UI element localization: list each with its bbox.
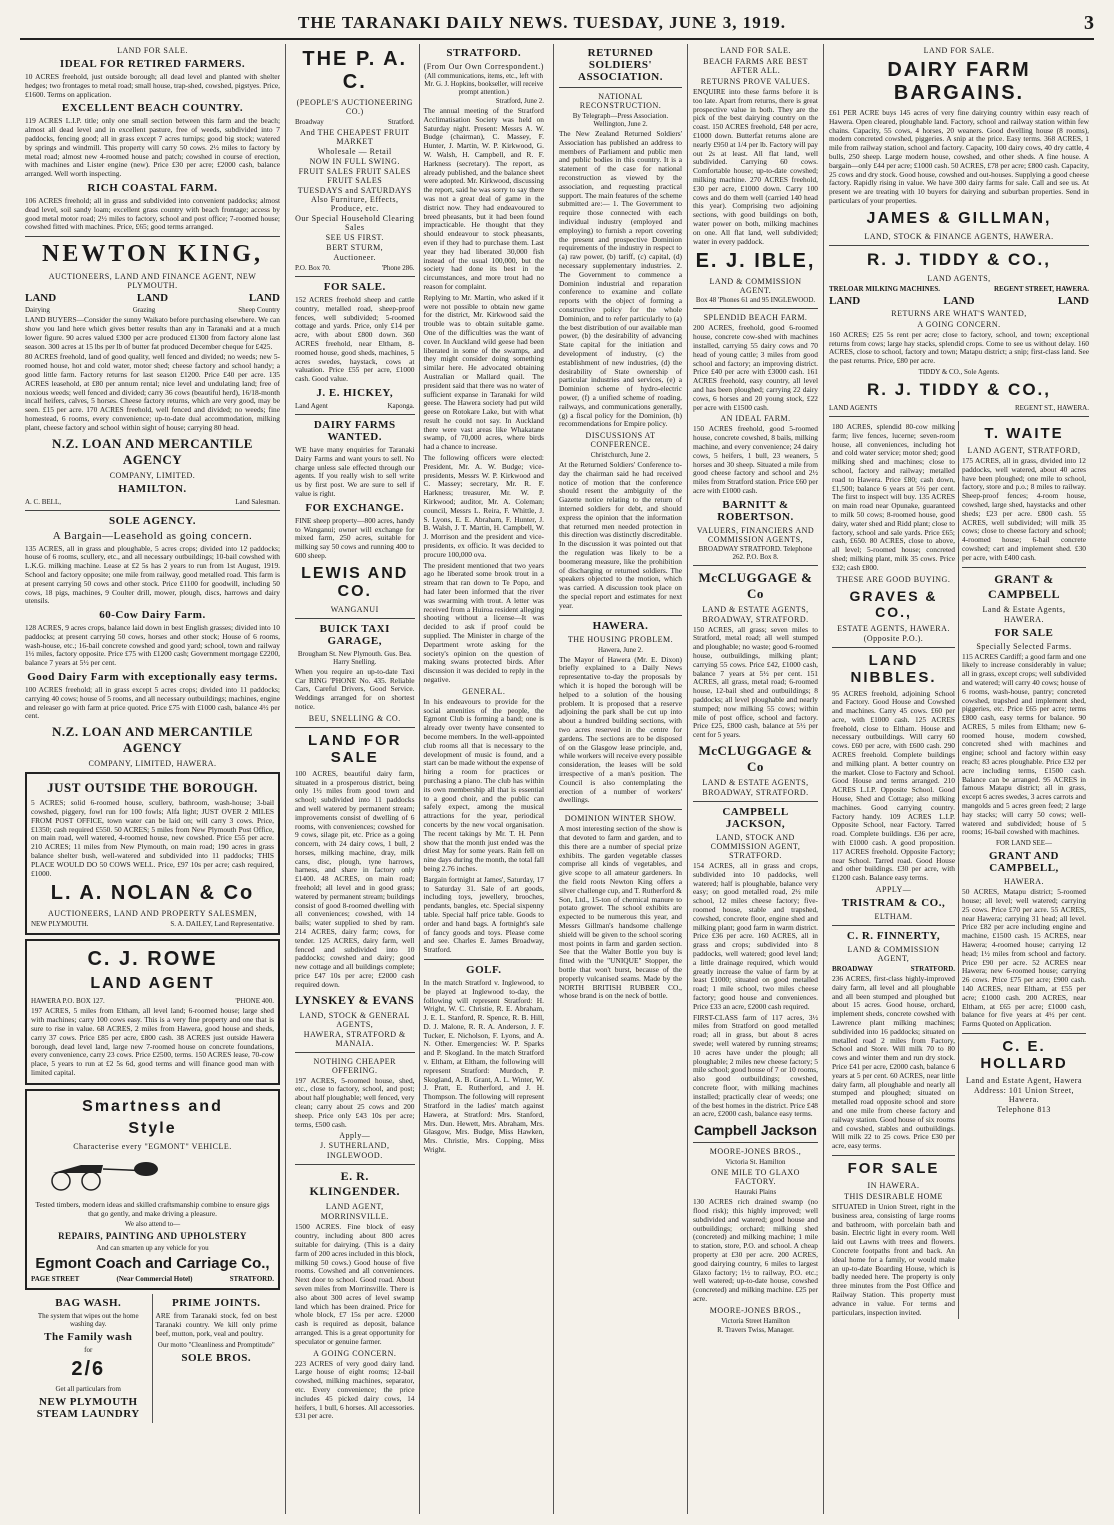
column-3 bbox=[554, 44, 688, 1514]
contact-title: Land Agent bbox=[295, 401, 328, 410]
advertiser-name: J. E. HICKEY, bbox=[316, 386, 394, 399]
ad-body: ARE from Taranaki stock, fed on best Taranaki country. We kill only prime beef, mutton, pork, veal and poultry. bbox=[155, 1311, 277, 1338]
ad-body: When you require an up-to-date Taxi Car RING 'PHONE No. 435. Reliable Cars, Careful Drivers, Good Service. Weddings arranged for on shortest notice. bbox=[295, 666, 415, 711]
divider bbox=[962, 567, 1086, 568]
land-kind: Dairying bbox=[25, 306, 50, 315]
advertiser-sub: LAND AGENT bbox=[90, 975, 215, 993]
land-word: LAND bbox=[1057, 294, 1089, 307]
ad-subheading: A Bargain—Leasehold as going concern. bbox=[52, 529, 253, 542]
masthead-title: THE TARANAKI DAILY NEWS. TUESDAY, JUNE 3, 1919. bbox=[297, 13, 786, 32]
address-street: BROADWAY bbox=[832, 965, 873, 974]
ad-body: 115 ACRES Cardiff; a good farm and one likely to increase considerably in value; all in grass, except crops; well subdivided and watered; will carry 40 cows; house of 6 rooms, wash-house, pantry; concreted cowshed, trapshed and implement shed, piggeries, etc. Price £65 per acre; terms £800 cash, easy terms for balance. 90 ACRES, 5 miles from Eltham; new 6-roomed house, modern cowshed, concreted shed with machines and engine; school and factory within easy reach; 83 acres ploughable. Price £32 per acre including terms, £1500 cash. Balance can be arranged. 95 ACRES in famous Matapu district; all in grass, except 6 acres swedes, 3 acres carrots and mangolds and 5 acres green feed; 2 large hay stacks; will carry 50 cows; well-watered and subdivided; house of 5 rooms; 16-bail cowshed with machines. bbox=[962, 651, 1086, 837]
ad-heading: THIS DESIRABLE HOME bbox=[844, 1191, 943, 1201]
columns bbox=[20, 44, 1094, 1514]
advertiser-name: J. SUTHERLAND, bbox=[320, 1141, 390, 1151]
advertiser-town: ELTHAM. bbox=[874, 912, 913, 922]
article-heading: NATIONAL RECONSTRUCTION. bbox=[579, 92, 662, 110]
ad-heading: LAND NIBBLES. bbox=[850, 651, 937, 686]
ad-body: 80 ACRES freehold, land of good quality, well fenced and divided; no weeds; new 5-roomed house, hot and cold water, motor shed; cheese factory and school handy; a good little farm. Factory returns for last season £1200. Price £40 per acre. 135 ACRES leasehold, at £80 per annum rental; nice level and undulating land; free of noxious weeds; well fenced and divided; carry 36 cows (beautiful herd), 16/18-month incalf heifers, calves, 5 horses. Cheese factory returns, which are very good, may be seen. £15 per acre. 170 ACRES freehold, well fenced and divided; no weeds; fine homestead, 6 rooms, every convenience; up-to-date dual accommodation, milking plant, cheese factory and school within sight of house; carrying 80 head. bbox=[25, 352, 280, 432]
article-byline: (From Our Own Correspondent.) bbox=[423, 62, 544, 71]
address-town: Stratford. bbox=[387, 118, 415, 126]
ad-body: LAND BUYERS—Consider the sunny Waikato before purchasing elsewhere. We can show you land here which gives better results than any in Taranaki and at a much lower figure. 90 acres valued £300 per acre produced £1300 from factory alone last season. 300 acres at 15 lbs per lb of butter fat produced December cheque for £425. bbox=[25, 315, 280, 351]
ad-body: 180 ACRES, splendid 80-cow milking farm; live fences, lucerne; seven-room house, all conveniences, including hot and cold water service; motor shed; good milking shed and machines; close to school, factory and railway; metalled road to Hawera. Price £80; cash down, £1,500; balance 6 years at 5½ per cent. The first to inspect will buy. 135 ACRES on main road near Opunake, guaranteed to milk 50 cows; 8-roomed house, good dairy, water shed and Ridd plant; close to factory, school and sale yards. Price £65; cash, £650. 80 ACRES, close to above, all level; 5-roomed house; concreted shed; milking plant, milk 35 cows. Price £32; cash £800. bbox=[832, 421, 955, 572]
divider bbox=[962, 1033, 1086, 1034]
article-paragraph: In his endeavours to provide for the social amenities of the people, the Egmont Club is forming a band; one is already over twenty have consented to become members. In the well-appointed club rooms all that is necessary to the development of music is found, and a start can be made without the expense of hiring a room for practices or purchasing a piano. The club has within its own membership all that is essential to a good choir, and the public can safely expect, among the musical attractions for the year, periodical concerts by the new vocal organisation. The recent takings by Mr. T. H. Penn show that the month just ended was the driest May for some years. Rain fell on nine days during the month, the total fall being 2.76 inches. bbox=[423, 696, 544, 873]
divider bbox=[559, 87, 682, 88]
ad-heading: FOR SALE bbox=[847, 1159, 940, 1177]
advertiser-sub: VALUERS, FINANCIERS AND COMMISSION AGENTS, bbox=[696, 525, 815, 544]
section-label: LAND FOR SALE. bbox=[720, 46, 791, 55]
ad-heading: FOR SALE. bbox=[323, 281, 386, 293]
divider bbox=[832, 925, 955, 926]
contact-row bbox=[295, 118, 415, 126]
ad-body: 5 ACRES; solid 6-roomed house, scullery, bathroom, wash-house; 3-bail cowshed, piggery, fowl run for 100 fowls; Alfa light; JUST OVER 2 MILES FROM POST OFFICE, town water can be laid on; will carry 3 cows. Price, £1350; cash required £550. 50 ACRES; 5 miles from New Plymouth Post Office, on main road, well watered, 4-roomed house, new cowshed. Price £55 per acre. 210 ACRES; 11 miles from New Plymouth, on main road; 190 acres in grass balance shelter bush, well-watered and subdivided into 11 paddocks; THIS PLACE WOULD DO 50 COWS WELL. Price, £97 10s per acre; cash required, £1000. bbox=[31, 798, 274, 878]
ad-body: 135 ACRES, all in grass and ploughable, 5 acres crops; divided into 12 paddocks; house of 6 rooms, scullery, etc., and all necessary outbuildings; 10-bail cowshed with L.K.G. milking machine. Lease at £2 5s has 2 years to run from 1st August, 1919. School and factory opposite; one mile from railway, good metalled road. This farm is at present carrying 50 cows and other stock. Price £1100 for goodwill, including 50 cows, 18 pigs, machines, 9 Coulter drill, mower, plough, discs, harrows and dairy utensils. bbox=[25, 543, 280, 606]
ad-body: £61 PER ACRE buys 145 acres of very fine dairying country within easy reach of Hawera. Open cleared, ploughable land. Factory, school and railway station within few chains. Capacity, 55 cows, 4 horses, 20 weaners. Good dwelling house (8 rooms), modern concreted cowshed, piggeries. A snip at the price. Easy terms. 368 ACRES, 1 mile from railway station, school and factory. Capacity, 100 dairy cows, 40 dry cattle, 4 bulls, 250 sheep. Large modern house, cowshed, and other sheds. A fine house. A bargain—only £44 per acre; £1000 cash. 50 ACRES, £78 per acre; £800 cash. Capacity, 25 cows and dry stock. Good house, cowshed and out-houses. Supplying a good cheese factory. Rapidly rising in value. We have 300 dairy farms for sale. Call and see us. At present we are treating with 10 buyers for dairying and suburban properties. Send in particulars of your properties. bbox=[829, 108, 1089, 205]
ad-heading: NOTHING CHEAPER OFFERING. bbox=[313, 1056, 396, 1075]
ad-body: 160 ACRES; £25 5s rent per acre; close to factory, school, and town; exceptional returns from cows; large hay stacks, splendid crops. Come to see us without delay. 160 ACRES, close to school, factory and town; Matapu district; a snip; first-class land. See the past returns. Price, £80 per acre. bbox=[829, 329, 1089, 366]
advertiser-manager: R. Travers Twiss, Manager. bbox=[717, 1325, 794, 1334]
advertiser-name: L. A. NOLAN & Co bbox=[50, 882, 255, 905]
divider bbox=[295, 727, 415, 728]
advertiser-name: McCLUGGAGE & Co bbox=[698, 743, 813, 775]
article-byline: Hawera, June 2. bbox=[597, 645, 644, 654]
ad-subheading: And THE CHEAPEST FRUIT MARKET bbox=[299, 128, 410, 146]
divider bbox=[832, 647, 955, 648]
ad-heading: SPLENDID BEACH FARM. bbox=[703, 313, 808, 323]
contact-row bbox=[832, 965, 955, 973]
contact-town: Kaponga. bbox=[387, 401, 415, 410]
ad-heading: IDEAL FOR RETIRED FARMERS. bbox=[59, 58, 246, 70]
advertiser-name: BARNITT & ROBERTSON. bbox=[717, 498, 794, 523]
ad-body: 200 ACRES, freehold, good 6-roomed house, concrete cow-shed with machines installed, carrying 55 dairy cows and 70 head of young cattle; 3 miles from good school and factory; an improving district. Price £40 per acre with £3000 cash. 161 ACRES freehold, easy country, all level and has been ploughed; carrying 22 dairy cows, 6 horses and 20 young stock, £22 per acre with £1500 cash. bbox=[693, 323, 818, 412]
divider bbox=[559, 809, 682, 810]
contact-row bbox=[31, 920, 274, 928]
ad-body: And can smarten up any vehicle for you bbox=[96, 1244, 209, 1253]
contact-row bbox=[829, 404, 1089, 412]
divider bbox=[693, 308, 818, 309]
advertiser-town: HAWERA, STRATFORD & MANAIA. bbox=[303, 1029, 406, 1048]
article-byline: Christchurch, June 2. bbox=[590, 451, 651, 460]
advertiser-sub: LAND & COMMISSION AGENT, bbox=[847, 945, 940, 964]
advertiser-rep: S. A. DAILEY, Land Representative. bbox=[170, 920, 274, 929]
article-paragraph: The Mayor of Hawera (Mr. E. Dixon) briefly explained to a Daily News representative to-day the proposals by which it is hoped the borough will be helped to a solution of the housing problem. It is proposed that a reserve adjoining the park shall be cut up into about a hundred building sections, with two acres reserved in the centre for gardens. The sections are to be disposed of on the Glasgow lease principle, and, while workers will receive every possible consideration, the leases will be sold irrespective of a man's position. The Council is also contemplating the erection of a number of workers' dwellings. bbox=[559, 654, 682, 805]
article-heading: STRATFORD. bbox=[446, 47, 522, 59]
address-street: PAGE STREET bbox=[31, 1275, 80, 1284]
advertiser-name: McCLUGGAGE & Co bbox=[698, 569, 813, 601]
ad-body: 100 ACRES, beautiful dairy farm, situated in a prosperous district, being only 1½ miles from good town and school; subdivided into 11 paddocks and well watered by permanent stream; improvements consist of dwelling of 6 rooms, with conveniences; cowshed for 9 cows, silage pit, etc. Price as a going concern, with 24 dairy cows, 1 bull, 2 horses, milking machine, dray, milk cans, disc, plough, tyne harrows, harness, and share in factory only £1400. 48 ACRES, on main road; freehold; all level and in good grass; watered by permanent stream; buildings consist of good 8-roomed dwelling with all conveniences; cowshed, with 14 bails; water supplied to shed by ram. 214 ACRES, dairy farm; cows, for tender. 125 ACRES, dairy farm, well fenced and subdivided into 10 paddocks; cowshed and dairy; good new cottage and all buildings complete; price £47 10s per acre; £2000 cash required down. bbox=[295, 768, 415, 989]
advertiser-name: CAMPBELL JACKSON, bbox=[722, 806, 789, 831]
ad-heading: FOR SALE bbox=[994, 626, 1054, 639]
advertiser-name: THE P. A. C. bbox=[302, 48, 408, 93]
advertiser-sub: LAND, STOCK & FINANCE AGENTS, HAWERA. bbox=[864, 231, 1054, 241]
article-paragraph: At the Returned Soldiers' Conference to-day the chairman said he had received notice of motion that the conference should resent the ambiguity of the Gazette notice relating to the return of interned soldiers for debt, and should express the opinion that the information that returned men needed protection in this direction was distinctly discreditable. In the discussion it was pointed out that the regulation was likely to be a boomerang measure, like the prohibition of discharging or returned soldiers. The speakers objected to the motion, which was carried. A discussion took place on the special report and estimates for next year. bbox=[559, 460, 682, 610]
advertiser-town: BROADWAY, STRATFORD. bbox=[702, 614, 809, 624]
divider bbox=[693, 1142, 818, 1143]
advertiser-address: Victoria Street Hamilton bbox=[721, 1316, 790, 1325]
advertiser-contact: BROADWAY STRATFORD. Telephone 262. P.O. Box 8. bbox=[698, 544, 813, 561]
ad-apply: APPLY— bbox=[875, 885, 912, 895]
ad-subheading: Specially Selected Farms. bbox=[976, 641, 1072, 651]
advertiser-town: HAWERA. bbox=[1004, 877, 1044, 887]
advertiser-name: MOORE-JONES BROS., bbox=[709, 1305, 802, 1315]
ad-body: 130 ACRES rich drained swamp (no flood risk); this highly improved; well subdivided and watered; good house and outbuildings; orchard; milking shed (concreted) and milking machine; 1 mile to station, store, P.O. and school. A cheap property at £30 per acre. 200 ACRES, good dairying country, 6 miles to largest Glaxo factory; 1½ to railway, P.O. etc.; well watered; up-to-date house, cowshed (concreted) and milking machine. £25 per acre. bbox=[693, 1197, 818, 1303]
advertiser-name: GRANT AND CAMPBELL, bbox=[988, 850, 1059, 875]
article-heading: DOMINION WINTER SHOW. bbox=[564, 814, 677, 824]
bag-wash-ad bbox=[25, 1294, 153, 1423]
advertiser-banner: Campbell Jackson bbox=[694, 1122, 817, 1139]
advertiser-name: LYNSKEY & EVANS bbox=[295, 992, 415, 1007]
ad-body: 236 ACRES, first-class highly-improved dairy farm, all level and all ploughable and all been stumped and ploughed but about 15 acres. Good house, orchard, implement sheds, concrete cowshed with Lawrence plant milking machines; subdivided into 16 paddocks; situated on metalled road 2 miles from Factory, School and Store. Will milk 70 to 80 cows and winter them and run dry stock. Price £41 per acre, £2000 cash, balance 6 years at 5 per cent. 60 ACRES, near little dairy farm, all ploughable and nearly all stumped and ploughed; situated on metalled road opposite school and store and one mile from cheese factory and railway station. Good house of six rooms and cowshed, stables and outbuildings. Will milk 22 to 25 cows. Price £30 per acre, easy terms. bbox=[832, 974, 955, 1151]
column-2b bbox=[420, 44, 549, 1514]
ad-subheading: IN HAWERA. bbox=[867, 1180, 920, 1190]
ad-subheading: Characterise every "EGMONT" VEHICLE. bbox=[73, 1141, 232, 1151]
divider bbox=[295, 414, 415, 415]
section-label: LAND FOR SALE. bbox=[117, 46, 188, 55]
contact-title: Land Salesman. bbox=[235, 497, 280, 506]
contact-phone: 'Phone 286. bbox=[381, 264, 415, 272]
article-heading: GENERAL. bbox=[462, 686, 506, 696]
land-row bbox=[829, 295, 1089, 307]
advertiser-address: REGENT ST., HAWERA. bbox=[1014, 403, 1089, 412]
advertiser-sub: Land and Estate Agent, Hawera bbox=[965, 1076, 1082, 1085]
divider bbox=[295, 276, 415, 277]
column-2a bbox=[291, 44, 420, 1514]
contact-row bbox=[31, 997, 274, 1005]
land-word: LAND bbox=[248, 292, 280, 305]
masthead bbox=[20, 8, 1094, 40]
article-dateline: Stratford, June 2. bbox=[495, 97, 544, 105]
ad-body: 154 ACRES, all in grass and crops, subdivided into 10 paddocks, well watered; half is ploughable, balance very easy; on good metalled road, 2½ mile school, 12 miles cheese factory; five-roomed house, stable and trapshed, cowshed, concrete floor, engine shed and milking plant; good farm in warm district. Price £36 per acre. 160 ACRES, all in grass and crops; subdivided into 8 paddocks, well watered; good level land; a little drainage required, which would greatly increase the value of farm by at least £1000; situated on good metalled road; 1 mile school, two miles cheese factory; good house and conveniences. Price £33 an acre, £2000 cash required. bbox=[693, 861, 818, 1011]
advertiser-name: C. E. HOLLARD bbox=[980, 1038, 1068, 1072]
divider bbox=[693, 801, 818, 802]
article-heading: HAWERA. bbox=[592, 619, 649, 632]
ad-body: 100 ACRES freehold; all in grass except 5 acres crops; divided into 11 paddocks; carrying 40 cows; house of 5 rooms, and all necessary outbuildings; machines, engine and releaser go with farm at price quoted. Price £75 with £1000 cash, balance 4½ per cent. bbox=[25, 685, 280, 721]
ad-heading: A GOING CONCERN. bbox=[313, 1348, 397, 1358]
ad-address: Brougham St. New Plymouth. Gus. Bea. Harry Snelling. bbox=[297, 649, 412, 666]
advertiser-sub: Land & Estate Agents, bbox=[982, 604, 1066, 614]
advertiser-sub: LAND AGENT, bbox=[325, 1202, 384, 1212]
ad-body: The system that wipes out the home washing day. bbox=[37, 1312, 139, 1329]
price: 2/6 bbox=[71, 1358, 106, 1381]
ad-subheading: FRUIT SALES FRUIT SALES FRUIT SALES bbox=[298, 167, 411, 185]
advertiser-sub: LAND & COMMISSION AGENT. bbox=[709, 277, 802, 296]
ad-heading: PRIME JOINTS. bbox=[172, 1297, 261, 1310]
ad-subheading: The Family wash bbox=[44, 1331, 133, 1344]
advertiser-town: INGLEWOOD. bbox=[326, 1151, 383, 1161]
ad-body: FINE sheep property—800 acres, handy to Wanganui; owner will exchange for mixed farm, 250 acres, suitable for milking say 50 cows and running 400 to 600 sheep. bbox=[295, 515, 415, 560]
ad-body: for bbox=[84, 1346, 93, 1355]
advertiser-sub: LAND, STOCK AND COMMISSION AGENT, STRATFORD. bbox=[710, 833, 801, 861]
advertiser-town: BROADWAY, STRATFORD. bbox=[702, 788, 809, 798]
contact-row bbox=[829, 285, 1089, 293]
advertiser-town: HAMILTON. bbox=[118, 482, 187, 495]
land-word: LAND bbox=[829, 294, 861, 307]
bottom-pair bbox=[25, 1294, 280, 1423]
divider bbox=[25, 236, 280, 237]
article-paragraph: The New Zealand Returned Soldiers' Association has published an address to members of Parliament and public men and public bodies in this country. It is a statement of the case for national reconstruction as viewed by the association, and requesting practical support. The main features of the scheme submitted are:— 1. The Government to require those connected with each individual industry (employed and employing) to furnish a report covering the present and prospective Dominion requirements of the industry in respect to (a) raw power, (b) tariff, (c) capital, (d) necessary supplementary industries. 2. The Government to commence a Dominion industrial and reparation conference to examine and collate reports with the object of forming a constructive policy for the whole Dominion, and to refer particularly to (a) the best distribution of our available man power, (b) the desirability of advancing State capital for the initiation and development of industry, (c) the establishment of new industries, (d) the desirability of State ownership of particular industries and services, (e) a Dominion scheme of hydro-electric power, (f) a unified scheme of roading, railways, and communications generally, (g) a fiscal policy for the Dominion, (h) recommendations for Empire policy. bbox=[559, 129, 682, 429]
section-label: LAND FOR SALE. bbox=[923, 46, 995, 55]
advertiser-sub: (PEOPLE'S AUCTIONEERING CO.) bbox=[296, 98, 413, 116]
ad-heading: 60-Cow Dairy Farm. bbox=[99, 609, 206, 622]
advertiser-sub: COMPANY, LIMITED, HAWERA. bbox=[88, 759, 217, 769]
article-heading: DISCUSSIONS AT CONFERENCE. bbox=[585, 431, 656, 450]
advertiser-sub: COMPANY, LIMITED. bbox=[109, 470, 196, 480]
article-heading: GOLF. bbox=[466, 963, 502, 976]
ad-box-egmont bbox=[25, 1089, 280, 1291]
advertiser-name: N.Z. LOAN AND MERCANTILE AGENCY bbox=[52, 724, 253, 756]
ad-note: TRELOAR MILKING MACHINES. bbox=[829, 284, 941, 293]
ad-body: 106 ACRES freehold; all in grass and subdivided into convenient paddocks; almost dead level, soil sandy loam; excellent grass country with beach frontage; access by good metal motor road; 2½ miles to factory, school and post office; 7-roomed house; cowshed fitted with machines. Price, £65; good terms arranged. bbox=[25, 195, 280, 232]
advertiser-name: T. WAITE bbox=[984, 424, 1064, 442]
advertiser-town: WANGANUI bbox=[330, 604, 379, 614]
advertiser-address: Victoria St. Hamilton bbox=[725, 1158, 786, 1167]
ad-body: 223 ACRES of very good dairy land. Large house of eight rooms; 12-bail cowshed, milking machines, separator, etc. Every convenience; the price includes 45 picked dairy cows, 14 heifers, 1 bull, 6 horses. All accessories. £31 per acre. bbox=[295, 1358, 415, 1421]
ad-note: FOR LAND SEE— bbox=[995, 839, 1052, 848]
advertiser-name: GRAVES & CO., bbox=[849, 587, 938, 620]
divider bbox=[693, 565, 818, 566]
article-paragraph: Bargain fortnight at James', Saturday, 17 to Saturday 31. Sale of art goods, including toys, jewellery, brooches, pendants, bangles, etc. Special sixpenny table. Special half price table. Goods to order and hand bags. A fortnight's sale of fancy goods and toys. Please come and see. Charles E. James Broadway, Stratford. bbox=[423, 874, 544, 955]
ad-heading: AN IDEAL FARM. bbox=[720, 414, 791, 424]
ad-heading: LAND FOR SALE bbox=[308, 731, 402, 766]
advertiser-name: Egmont Coach and Carriage Co., bbox=[35, 1255, 270, 1273]
contact-row bbox=[295, 264, 415, 272]
ad-body: 1500 ACRES. Fine block of easy country, including about 800 acres suitable for dairying. (This is a dairy farm of 200 acres included in this block, milking 50 cows.) Good house of five rooms. Cowshed and all conveniences. Next door to school. Good road. About seven miles from Morrinsville. There is also about 300 acres of level swamp land which has been drained. Price for whole block, £7 15s per acre. £2000 cash is required as deposit, balance arranged. This is a great opportunity for speculator or genuine farmer. bbox=[295, 1222, 415, 1346]
advertiser-name: R. J. TIDDY & CO., bbox=[867, 249, 1051, 269]
divider bbox=[829, 416, 1089, 417]
ad-body: ENQUIRE into these farms before it is too late. Apart from returns, there is great prospective value in both. They are the pick of the best dairying country on the coast. 150 ACRES freehold, £48 per acre, £1000 down. Butterfat returns alone are nearly £950 at 1/4 per lb. Factory will pay out 2s at least. All flat land, well subdivided. Carrying 60 cows. Comfortable house; up-to-date cowshed; milking machine. 270 ACRES freehold, £30 per acre, £1000 down. Carry 100 cows and do them well (carried 140 head this year). Comprising two adjoining sections, with good buildings on both, water power on both, milking machines on one. All flat land, well subdivided; water in every paddock. bbox=[693, 87, 818, 246]
advertiser-name: GRANT & CAMPBELL bbox=[987, 571, 1060, 601]
article-paragraph: The president mentioned that two years ago he liberated some brook trout in a stream that ran down to Te Popo, and had later been informed that the river was swarming with trout. A letter was received from a Huiroa resident alleging shooting without a license—It was decided to ask if proof could be supplied. The Minister in charge of the Department wrote asking for the society's opinion on the question of making swans protected birds. After discussion it was decided to reply in the negative. bbox=[423, 560, 544, 684]
advertiser-contact: Box 48 'Phones 61 and 95 INGLEWOOD. bbox=[695, 296, 816, 305]
advertiser-name: N.Z. LOAN AND MERCANTILE AGENCY bbox=[52, 435, 253, 467]
ad-heading: BUICK TAXI GARAGE, bbox=[319, 622, 390, 647]
contact-name: BERT STURM, bbox=[326, 243, 384, 252]
ad-heading: JUST OUTSIDE THE BOROUGH. bbox=[47, 780, 258, 796]
ad-heading: THESE ARE GOOD BUYING. bbox=[836, 574, 951, 584]
contact-row bbox=[25, 498, 280, 506]
article-paragraph: The following officers were elected: President, Mr. A. W. Budge; vice-presidents, Messrs W. P. Kirkwood and C. Massey; secretary, Mr. R. F. Harkness; treasurer, Mr. W. P. Kirkwood; auditor, Mr. A. Coleman; council, Messrs L. Reira, F. Whittle, J. S. Lyons, E. E. Abraham, F. Hunter, J. B. Walsh, J. T. Martin, H. Campbell, W. J. Morrison and the president and vice-presidents, ex officio. It was decided to procure 100,000 ova. bbox=[423, 453, 544, 559]
advertiser-name: NEWTON KING, bbox=[42, 241, 263, 268]
ad-heading: A GOING CONCERN. bbox=[917, 319, 1001, 329]
ad-subheading: SEE US FIRST. bbox=[325, 233, 384, 242]
ad-heading: Style bbox=[128, 1119, 177, 1137]
col5-split bbox=[829, 421, 1089, 1319]
advertiser-name: C. R. FINNERTY, bbox=[846, 930, 941, 943]
ad-heading: SOLE AGENCY. bbox=[109, 514, 196, 527]
advertiser-name: E. J. IBLE, bbox=[695, 250, 816, 273]
contact-name: A. C. BELL, bbox=[25, 497, 61, 506]
ad-body: 152 ACRES freehold sheep and cattle country, metalled road, sheep-proof fences, well subdivided; 5-roomed cottage and yards. Price, only £14 per acre, with about £800 down. 360 ACRES freehold, near Eltham, 8-roomed house, good sheds, machines, 5 acres swedes, haystack, cows at valuation. Price £55 per acre, £1000 cash. Good value. bbox=[295, 295, 415, 384]
ad-body: WE have many enquiries for Taranaki Dairy Farms and want yours to sell. No charge unless sale effected through our agents. If you really wish to sell write us by first post. We are sure to sell if value is right. bbox=[295, 444, 415, 498]
land-row bbox=[25, 292, 280, 304]
ad-body: 119 ACRES L.I.P. title; only one small section between this farm and the beach; almost all dead level and in excellent pasture, free of weeds, subdivided into 7 paddocks, fencing good; all in grass except 7 acres turnips; good big stock; watered by springs and windmill. This property will carry 50 cows. 2½ miles to factory by metal road; almost new 4-roomed house and patch; cowshed in course of erection, with machines and Lister engine (new). Price £30 per acre; £2000 cash, balance arranged. Well worth inspecting. bbox=[25, 116, 280, 179]
article-note: (All communications, items, etc., left with Mr. G. J. Hopkins, bookseller, will receive prompt attention.) bbox=[424, 72, 544, 96]
column-2 bbox=[286, 44, 554, 1514]
ad-body: 50 ACRES, Matapu district; 5-roomed house; all level; well watered; carrying 25 cows. Price £70 per acre. 55 ACRES, near Hawera; carrying 31 head; all level. Price £82 per acre including engine and machine, £1500 cash. 15 ACRES, near Hawera; 4-roomed house; carrying 12 head; 1½ miles from school and factory. Price £90 per acre. 52 ACRES near Hawera; new 6-roomed house; carrying 26 cows. Price £75 per acre; £900 cash. 140 ACRES, near Eltham, at £55 per acre; £1000 cash. 200 ACRES, near Eltham, at £65 per acre; £1000 cash, balance for five years at 4½ per cent. Farms Quoted on Application. bbox=[962, 887, 1086, 1029]
divider bbox=[832, 1155, 955, 1156]
land-word: LAND bbox=[943, 294, 975, 307]
divider bbox=[25, 510, 280, 511]
ad-subheading: REPAIRS, PAINTING AND UPHOLSTERY bbox=[58, 1231, 247, 1242]
ad-heading: RETURNS ARE WHAT'S WANTED, bbox=[891, 308, 1027, 318]
ad-heading: RETURNS PROVE VALUES. bbox=[700, 77, 811, 86]
article-paragraph: The annual meeting of the Stratford Acclimatisation Society was held on Saturday night. Present: Messrs A. W. Budge (chairman), C. Massey, F. Hunter, J. Martin, W. P. Kirkwood, G. W. Walsh, H. Campbell, and R. F. Harkness (secretary). The report, as already published, and the balance sheet were adopted. Mr. Kirkwood, discussing the report, said he was sorry to say there was not a great deal of game in the district now. They had endeavoured to breed pheasants, but it had been found impracticable. He thought that they should endeavour to stock pheasants, even if they had to purchase them. Last year they had liberated 30,000 fish instead of the usual 100,000, but the society had done its best in the circumstances, and more trout had no reason for complaint. bbox=[423, 106, 544, 291]
article-heading: THE HOUSING PROBLEM. bbox=[567, 634, 674, 644]
ad-body: 150 ACRES freehold, good 5-roomed house, concrete cowshed, 8 bails, milking machine, and every convenience; 24 dairy cows, 5 heifers, 1 bull, 23 weaners, 5 horses and 30 sheep. Situated a mile from good cheese factory and school and 2½ miles from Stratford station. Price £60 per acre with £1000 cash. bbox=[693, 424, 818, 495]
ad-heading: BAG WASH. bbox=[55, 1297, 122, 1310]
ad-motto: Our motto "Cleanliness and Promptitude" bbox=[157, 1340, 275, 1349]
divider bbox=[295, 1164, 415, 1165]
advertiser-sub: LAND AGENT, STRATFORD, bbox=[967, 445, 1081, 455]
col5-left bbox=[829, 421, 959, 1319]
address-street: Broadway bbox=[295, 118, 324, 126]
advertiser-phone: Telephone 813 bbox=[997, 1105, 1051, 1114]
land-kind: Grazing bbox=[132, 306, 156, 315]
ad-body: 10 ACRES freehold, just outside borough; all dead level and planted with shelter hedges; two frontages to metal road; small house, trap-shed, cowshed, pigstyes. Price, £1600. Terms on application. bbox=[25, 72, 280, 99]
divider bbox=[559, 615, 682, 616]
divider bbox=[295, 618, 415, 619]
contact-box: P.O. Box 70. bbox=[295, 264, 331, 272]
contact-title: Auctioneer. bbox=[333, 253, 377, 262]
ad-body: 128 ACRES, 9 acres crops, balance laid down in best English grasses; divided into 10 paddocks; at present carrying 50 cows, horses and other stock; House of 6 rooms, wash-house, etc.; 16-bail concrete cowshed and good yard; school, town and railway 1½ miles, factory opposite. Price £75 with £1200 cash; Government mortgage £2200, balance 7 years at 5½ per cent. bbox=[25, 623, 280, 668]
ad-box-borough bbox=[25, 772, 280, 935]
ad-subheading: Wholesale — Retail bbox=[317, 147, 392, 156]
ad-heading: DAIRY FARMS WANTED. bbox=[313, 418, 396, 443]
advertiser-town: HAWERA. bbox=[1004, 614, 1044, 624]
advertiser-address: REGENT STREET, HAWERA. bbox=[993, 284, 1089, 293]
address-town: STRATFORD. bbox=[229, 1275, 274, 1284]
advertiser-name: JAMES & GILLMAN, bbox=[866, 209, 1052, 227]
contact-row bbox=[31, 1275, 274, 1283]
advertiser-sub: LAND AGENTS, bbox=[927, 273, 991, 283]
prime-joints-ad bbox=[153, 1294, 281, 1423]
article-byline: By Telegraph—Press Association. Wellington, June 2. bbox=[572, 112, 669, 128]
ad-body: 150 ACRES, all grass; seven miles to Stratford, metal road; all well stumped and ploughable; no waste; good 6-roomed house, outbuildings, milking plant; carrying 55 cows. Price £42, £1000 cash, balance 7 years at 5½ per cent. 151 ACRES, all grass, metal road; 6-roomed house, 12-bail shed and outbuildings; 8 paddocks; all level ploughable and nearly stumped; now milking 55 cows; within mile of post office, school and factory. Price £25, £800 cash, balance at 5½ per cent for 5 years. bbox=[693, 624, 818, 740]
ad-heading: EXCELLENT BEACH COUNTRY. bbox=[61, 102, 244, 115]
contact-box: HAWERA P.O. BOX 127. bbox=[31, 997, 105, 1006]
ad-body: Get all particulars from bbox=[55, 1385, 121, 1394]
ad-heading: Smartness and bbox=[82, 1097, 223, 1115]
ad-subheading: NOW IN FULL SWING. bbox=[309, 157, 400, 166]
article-paragraph: In the match Stratford v. Inglewood, to be played at Inglewood to-day, the following will represent Stratford: H. Wright, W. C. Christie, R. E. Abraham, J. E. L. Stanford, R. Spence, R. B. Hill, D. J. Malone, R. R. A. Anderson, J. F. Tucker, E. Nicholson, F. Lyons, and A. N. Other. Emergencies: W. P. Sparks and P. Skogland. In the match Stratford v. Eltham, at Eltham, the following will represent Stratford: Murdoch, P. Skogland, A. B. Grant, A. L. Winter, W. J. Pratt, E. Rutherford, and J. H. Thompson. The following will represent Stratford in the ladies' match against Hawera, at Stratford: Mrs. Stanford, Mrs. Dun. Hewett, Mrs. Abraham, Mrs. Glasgow, Mrs. Budge, Miss Hawken, Mrs. Christie, Mrs. Copping, Miss Wright. bbox=[423, 977, 544, 1155]
ad-body: 197 ACRES, 5 miles from Eltham, all level land; 6-roomed house; large shed with machines; carry 100 cows easy. This is a very fine property and one that is sure to rise in value. 68 ACRES, 2 miles from Hawera, good house and sheds, carry 37 cows. Price £85 per acre, £800 cash. 38 ACRES just outside Hawera borough, dead level land, large new 7-roomed house on concrete foundations, every convenience, carry 23 cows. Price £2500, terms. 150 ACRES lease, 70-cow place, 5 years to run at £2 5s 6d, good terms and will finance good man with limited capital. bbox=[31, 1006, 274, 1078]
column-4 bbox=[688, 44, 824, 1514]
land-kind: Sheep Country bbox=[238, 306, 280, 315]
ad-heading: DAIRY FARM BARGAINS. bbox=[887, 59, 1031, 104]
column-5 bbox=[824, 44, 1094, 1514]
ad-apply: Apply— bbox=[339, 1131, 371, 1141]
advertiser-name: SOLE BROS. bbox=[181, 1351, 252, 1364]
column-1 bbox=[20, 44, 286, 1514]
advertiser-name: E. R. KLINGENDER. bbox=[309, 1169, 400, 1199]
address-note: (Near Commercial Hotel) bbox=[116, 1275, 193, 1284]
col5-right bbox=[959, 421, 1089, 1319]
advertiser-sub: LAND, STOCK & GENERAL AGENTS, bbox=[299, 1010, 410, 1029]
ad-heading: RICH COASTAL FARM. bbox=[87, 181, 218, 194]
article-heading: RETURNED SOLDIERS' ASSOCIATION. bbox=[578, 47, 663, 83]
advertiser-name: LEWIS AND CO. bbox=[301, 564, 409, 600]
land-kinds-row bbox=[25, 306, 280, 314]
ad-body: 197 ACRES, 5-roomed house, shed, etc., close to factory, school, and post; about half ploughable; well fenced, very clean; carry about 25 cows and 200 sheep. Price only £43 10s per acre; terms, £500 cash. bbox=[295, 1075, 415, 1129]
ad-heading: ONE MILE TO GLAXO FACTORY. bbox=[711, 1168, 800, 1187]
advertiser-name: R. J. TIDDY & CO., bbox=[867, 379, 1051, 399]
ad-heading: Good Dairy Farm with exceptionally easy terms. bbox=[27, 671, 278, 684]
buggy-illustration bbox=[31, 1155, 171, 1191]
ad-body: 175 ACRES, all in grass, divided into 12 paddocks, well watered, about 40 acres have been ploughed; one mile to school, factory, store and p.o.; 8 miles to railway. Sheep-proof fences; 4-room house, cowshed, large shed, haystacks and other sheds; £23 per acre. £800 cash. 55 ACRES, well subdivided; will milk 35 cows; close to cheese factory and school; 4-roomed house; 6-bail concrete cowshed; cart and implement shed. £30 per acre, with £400 cash. bbox=[962, 455, 1086, 562]
page-number: 3 bbox=[1084, 11, 1094, 34]
address-town: STRATFORD. bbox=[910, 965, 955, 974]
ad-body: Tested timbers, modern ideas and skilled craftsmanship combine to ensure gigs that go gently, and make driving a pleasure. bbox=[35, 1199, 270, 1218]
ad-body: TUESDAYS and SATURDAYS Also Furniture, Effects, Produce, etc. bbox=[297, 186, 412, 213]
land-word: LAND bbox=[136, 292, 169, 305]
advertiser-address: Address: 101 Union Street, Hawera. bbox=[973, 1086, 1075, 1104]
contact-phone: 'PHONE 400. bbox=[235, 997, 274, 1006]
advertiser-name: BEU, SNELLING & CO. bbox=[308, 713, 401, 723]
ad-note: TIDDY & CO., Sole Agents. bbox=[918, 367, 1000, 376]
ad-body: SITUATED in Union Street, right in the business area, consisting of large rooms and bathroom, with porcelain bath and basin. Electric light in every room. Well laid out Lawns with trees and flowers. Concrete footpaths front and back. An ideal home for a family, or would make an up-to-date Boarding House, which is badly needed here. The property is only three minutes from the Post Office and Railway Station. This property must advance in value. For terms and particulars, inspection invited. bbox=[832, 1201, 955, 1317]
advertiser-sub: AUCTIONEERS, LAND AND FINANCE AGENT, NEW PLYMOUTH. bbox=[48, 272, 257, 291]
advertiser-name: NEW PLYMOUTH STEAM LAUNDRY bbox=[36, 1396, 140, 1421]
advertiser-town: MORRINSVILLE. bbox=[320, 1212, 389, 1222]
advertiser-sub: LAND & ESTATE AGENTS, bbox=[702, 778, 809, 788]
advertiser-name: C. J. ROWE bbox=[87, 948, 218, 971]
contact-row bbox=[295, 402, 415, 410]
advertiser-address: (Opposite P.O.). bbox=[863, 633, 924, 643]
advertiser-sub: LAND AGENTS bbox=[829, 403, 878, 412]
advertiser-name: TRISTRAM & CO., bbox=[841, 897, 946, 910]
article-paragraph: Replying to Mr. Martin, who asked if it were not possible to obtain new game for the district, Mr. Kirkwood said the trouble was to obtain suitable game. One of the difficulties was the want of cover. In Auckland wild geese had been liberated in some of the swamps, and they might consider doing something similar here. He advocated obtaining Australian or Mallard quail. The president said that there was no water of sufficient expanse in Taranaki for wild geese. The Hawera society had put wild geese on Rotokare Lake, but with what result he could not say. In Auckland there were vast areas like Whakatane swamp, of 70,000 acres, where birds had a chance to increase. bbox=[423, 292, 544, 452]
divider bbox=[424, 959, 545, 960]
ad-heading: FOR EXCHANGE. bbox=[305, 501, 405, 514]
ad-subheading: Hauraki Plains bbox=[734, 1188, 777, 1197]
advertiser-town: NEW PLYMOUTH. bbox=[31, 920, 89, 929]
advertiser-sub: AUCTIONEERS, LAND AND PROPERTY SALESMEN, bbox=[47, 909, 257, 919]
ad-body: We also attend to— bbox=[124, 1220, 181, 1229]
advertiser-name: MOORE-JONES BROS., bbox=[709, 1147, 802, 1157]
ad-heading: BEACH FARMS ARE BEST AFTER ALL. bbox=[703, 57, 808, 75]
ad-box-rowe bbox=[25, 939, 280, 1084]
ad-body: Our Special Household Clearing Sales bbox=[295, 214, 415, 232]
advertiser-sub: LAND & ESTATE AGENTS, bbox=[702, 604, 809, 614]
land-word: LAND bbox=[25, 292, 57, 305]
divider bbox=[295, 1052, 415, 1053]
advertiser-sub: ESTATE AGENTS, HAWERA. bbox=[837, 623, 950, 633]
divider bbox=[829, 245, 1089, 246]
ad-body: FIRST-CLASS farm of 117 acres, 3½ miles from Stratford on good metalled road; all in grass, but about 8 acres swede; well watered by running streams; 10 acres have under the plough; all ploughable; 2 miles new cheese factory; 5 mile school; good house of 7 or 10 rooms, also good outbuildings; cowshed, concrete floor, with milking machines installed; practically clear of weeds; one of the best homes in the district. Price £48 an acre, £2000 cash, balance easy terms. bbox=[693, 1012, 819, 1119]
article-paragraph: A most interesting section of the show is that devoted to farm and garden, and to this there are a number of special prize exhibits. The garden vegetable classes comprise all kinds of vegetables, and give scope to all amateur gardeners. In the field roots Newton King offers a silver challenge cup, and T. Rutherford & Son, Ltd., 15-ton of chemical manure to potato grower. The school exhibits are expected to be numerous this year, and Messrs Gillman's handsome challenge shield will be given to the school scoring most points in farm and garden section. See that the Walter Bottle you buy is fitted with the "UNIQUE" Stopper, the bottle that won't burst, because of the properly vulcanised seams. Made by the NORTH BRITISH RUBBER CO., whose brand is on the neck of bottle. bbox=[559, 824, 682, 1001]
ad-body: 95 ACRES freehold, adjoining School and Factory. Good House and Cowshed and machines. Carry 45 cows. £60 per acre, with £1000 cash. 125 ACRES freehold, close to Eltham. House and necessary outbuildings. Will carry 60 cows. £60 per acre, with £600 cash. 290 ACRES freehold. Complete buildings and milking plant. A better country on the market. Close to Factory and School. Good House and terms arranged. 210 ACRES L.I.P. Opposite School. Good House, Shed and Cottage; also milking machines. Good carrying country. Factory handy. 109 ACRES L.I.P. Opposite School, near Factory. Tarred road. Complete buildings. £36 per acre, with £1000 cash. A good proposition. 117 ACRES freehold. Opposite Factory; near School. Tarred road. Good House and other buildings. £30 per acre, with £1200 cash. Balance easy terms. bbox=[832, 688, 955, 883]
